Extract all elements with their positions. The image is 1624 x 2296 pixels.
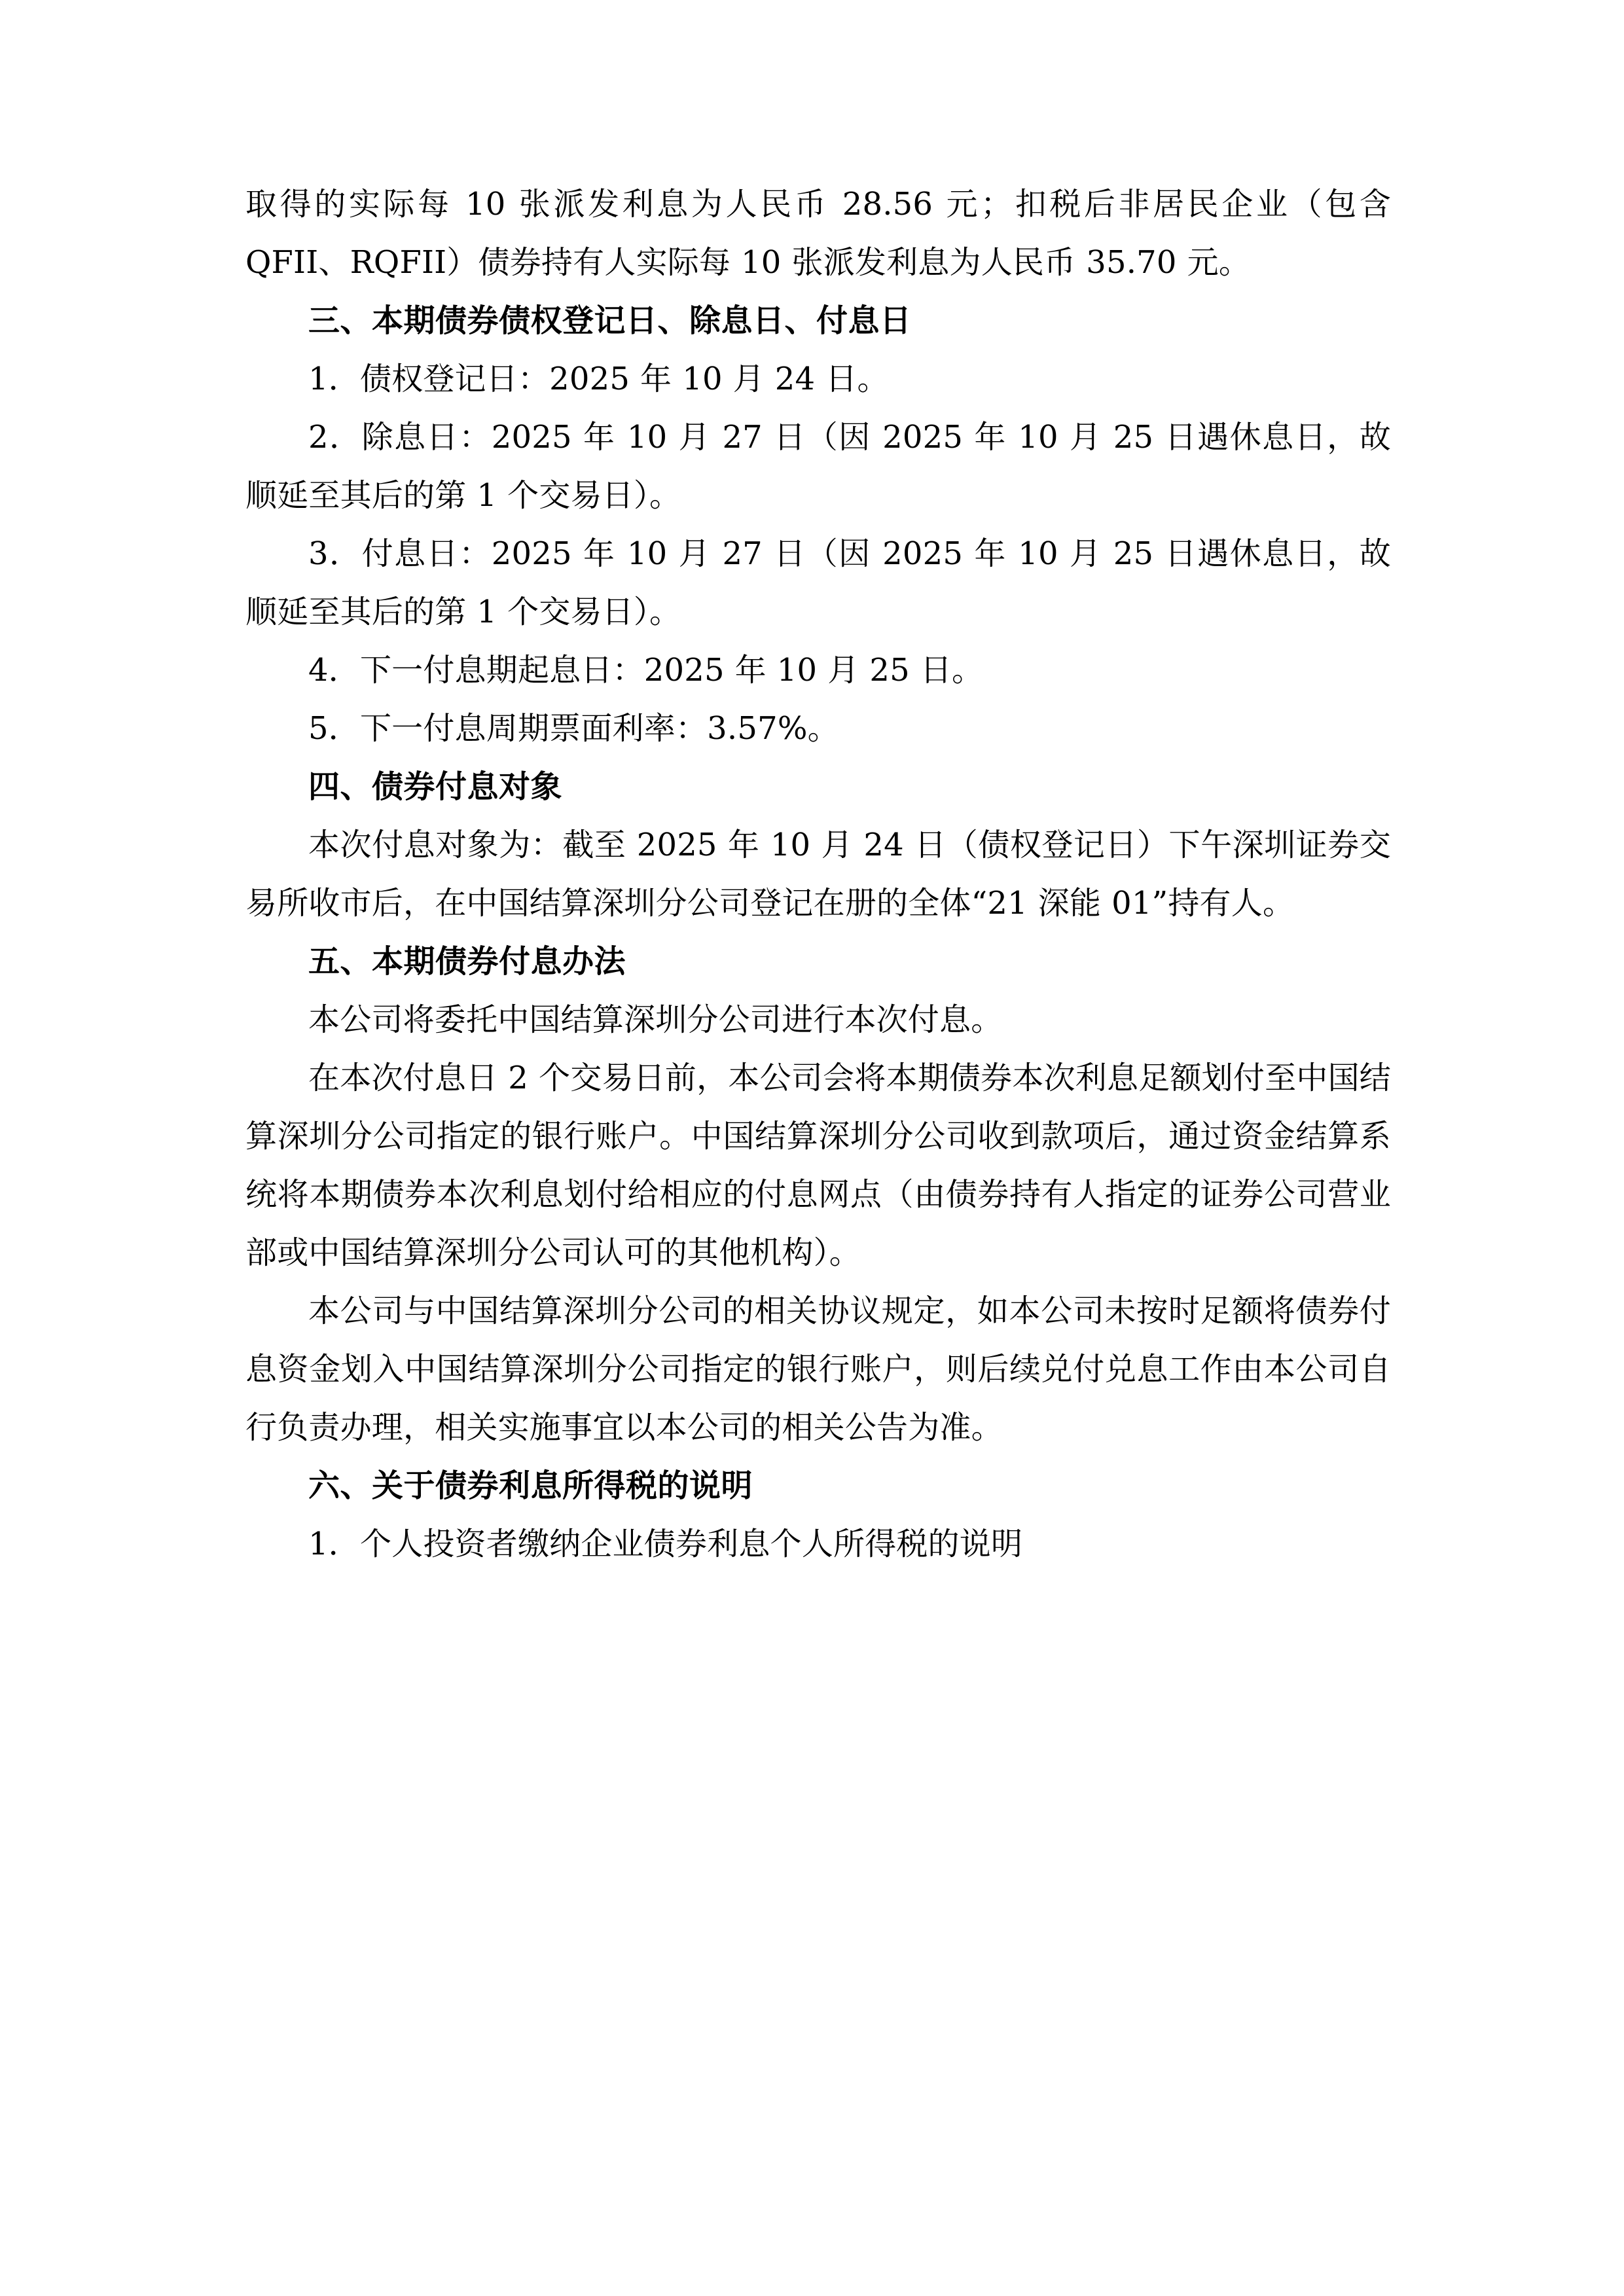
- section-three-item-4: 4．下一付息期起息日：2025 年 10 月 25 日。: [308, 652, 984, 689]
- section-six-item-1: 1．个人投资者缴纳企业债券利息个人所得税的说明: [308, 1526, 1023, 1562]
- section-five-paragraph-1: 本公司将委托中国结算深圳分公司进行本次付息。: [308, 1001, 1003, 1038]
- section-four-heading: 四、债券付息对象: [308, 768, 563, 805]
- section-five-heading: 五、本期债券付息办法: [308, 943, 626, 980]
- section-five-paragraph-3: 本公司与中国结算深圳分公司的相关协议规定，如本公司未按时足额将债券付息资金划入中国结算深圳分公司指定的银行账户，则后续兑付兑息工作由本公司自行负责办理，相关实施事宜以本公司的相关公告为准。: [245, 1293, 1391, 1446]
- section-three-heading: 三、本期债券债权登记日、除息日、付息日: [308, 302, 912, 339]
- continued-paragraph: 取得的实际每 10 张派发利息为人民币 28.56 元；扣税后非居民企业（包含 QFII、RQFII）债券持有人实际每 10 张派发利息为人民币 35.70 元。: [245, 186, 1391, 281]
- section-three-item-1: 1．债权登记日：2025 年 10 月 24 日。: [308, 361, 889, 397]
- section-three-item-3: 3．付息日：2025 年 10 月 27 日（因 2025 年 10 月 25 日遇休息日，故顺延至其后的第 1 个交易日）。: [245, 535, 1391, 630]
- section-three-item-2: 2．除息日：2025 年 10 月 27 日（因 2025 年 10 月 25 日遇休息日，故顺延至其后的第 1 个交易日）。: [245, 419, 1391, 514]
- page-content: [245, 175, 1391, 1573]
- section-five-paragraph-2: 在本次付息日 2 个交易日前，本公司会将本期债券本次利息足额划付至中国结算深圳分公司指定的银行账户。中国结算深圳分公司收到款项后，通过资金结算系统将本期债券本次利息划付给相应的付息网点（由债券持有人指定的证券公司营业部或中国结算深圳分公司认可的其他机构）。: [245, 1060, 1391, 1271]
- section-six-heading: 六、关于债券利息所得税的说明: [308, 1467, 753, 1504]
- section-three-item-5: 5．下一付息周期票面利率：3.57%。: [308, 710, 839, 747]
- section-four-paragraph-1: 本次付息对象为：截至 2025 年 10 月 24 日（债权登记日）下午深圳证券交易所收市后，在中国结算深圳分公司登记在册的全体“21 深能 01”持有人。: [245, 827, 1391, 922]
